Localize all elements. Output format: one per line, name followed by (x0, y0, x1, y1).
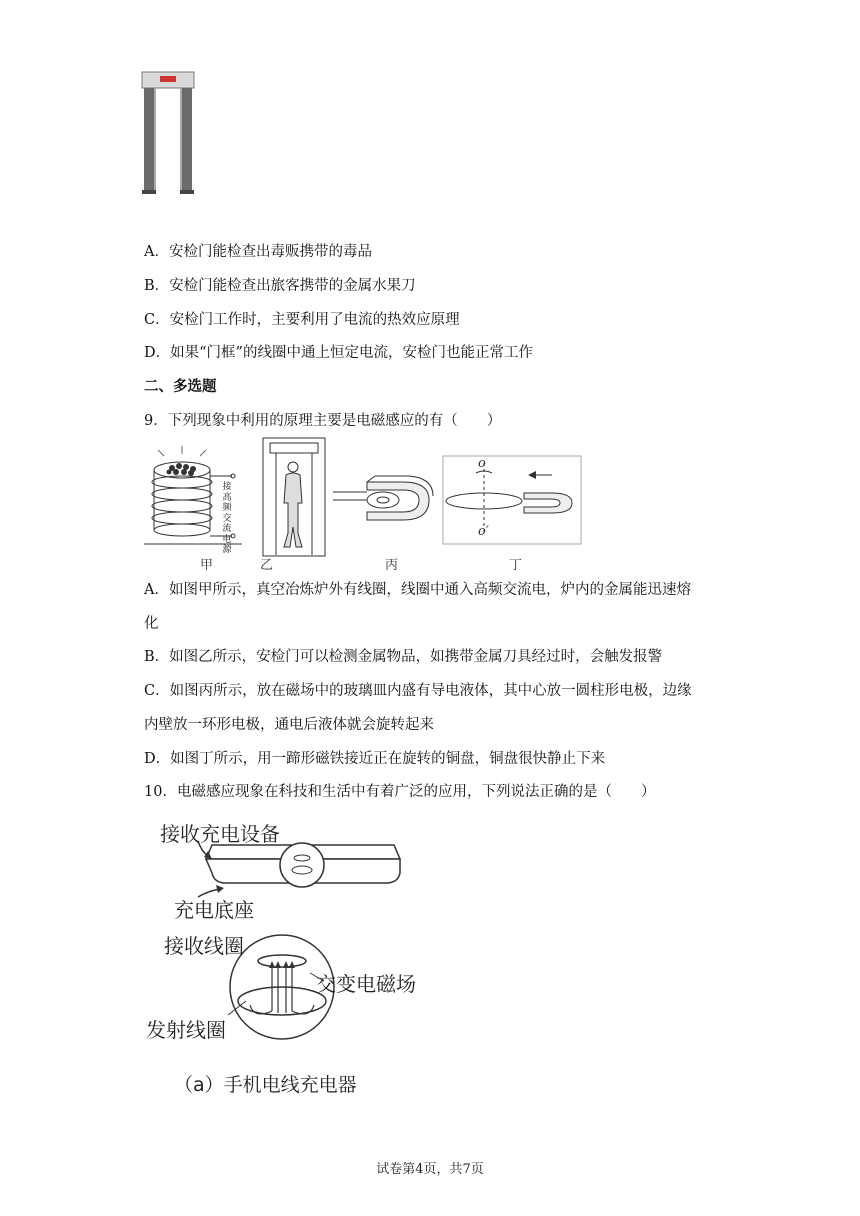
page-footer: 试卷第4页，共7页 (376, 1162, 484, 1177)
figure-gate-person (262, 437, 326, 557)
alternating-field-label: 交变电磁场 (316, 972, 416, 996)
q9-option-a-line2: 化 (144, 616, 159, 632)
figure-label-jia: 甲 (200, 558, 214, 573)
transmit-coil-label: 发射线圈 (146, 1018, 226, 1042)
receiver-device-label: 接收充电设备 (160, 822, 280, 846)
figure-label-yi: 乙 (260, 558, 274, 573)
receive-coil-label: 接收线圈 (164, 934, 244, 958)
q9-stem: 9．下列现象中利用的原理主要是电磁感应的有（ ） (144, 413, 502, 429)
figure-furnace-baseline (144, 543, 244, 545)
figure-magnet-dish (333, 470, 433, 530)
q9-option-a-line1: A．如图甲所示，真空冶炼炉外有线圈，线圈中通入高频交流电，炉内的金属能迅速熔 (144, 582, 691, 598)
q8-option-d: D．如果“门框”的线圈中通上恒定电流，安检门也能正常工作 (144, 345, 533, 361)
q10-stem: 10．电磁感应现象在科技和生活中有着广泛的应用，下列说法正确的是（ ） (144, 784, 656, 800)
charging-base-label: 充电底座 (174, 898, 254, 922)
q9-option-d: D．如图丁所示，用一蹄形磁铁接近正在旋转的铜盘，铜盘很快静止下来 (144, 751, 606, 767)
figure-caption: （a）手机电线充电器 (174, 1074, 357, 1096)
figure-disc-magnet (442, 455, 582, 545)
q8-option-a: A．安检门能检查出毒贩携带的毒品 (144, 244, 372, 260)
q8-option-b: B．安检门能检查出旅客携带的金属水果刀 (144, 278, 416, 294)
furnace-power-label: 接 高 频 交 流 电 源 (222, 482, 232, 555)
figure-label-bing: 丙 (385, 558, 399, 573)
axis-bottom-label: o′ (478, 524, 489, 539)
axis-top-label: o (478, 456, 486, 471)
section-heading: 二、多选题 (144, 379, 217, 395)
security-gate-image (140, 68, 200, 196)
q9-option-b: B．如图乙所示，安检门可以检测金属物品，如携带金属刀具经过时，会触发报警 (144, 649, 663, 665)
figure-label-ding: 丁 (509, 558, 523, 573)
q9-option-c-line2: 内壁放一环形电极，通电后液体就会旋转起来 (144, 717, 434, 733)
q9-option-c-line1: C．如图丙所示，放在磁场中的玻璃皿内盛有导电液体，其中心放一圆柱形电极，边缘 (144, 683, 692, 699)
q8-option-c: C．安检门工作时，主要利用了电流的热效应原理 (144, 312, 460, 328)
